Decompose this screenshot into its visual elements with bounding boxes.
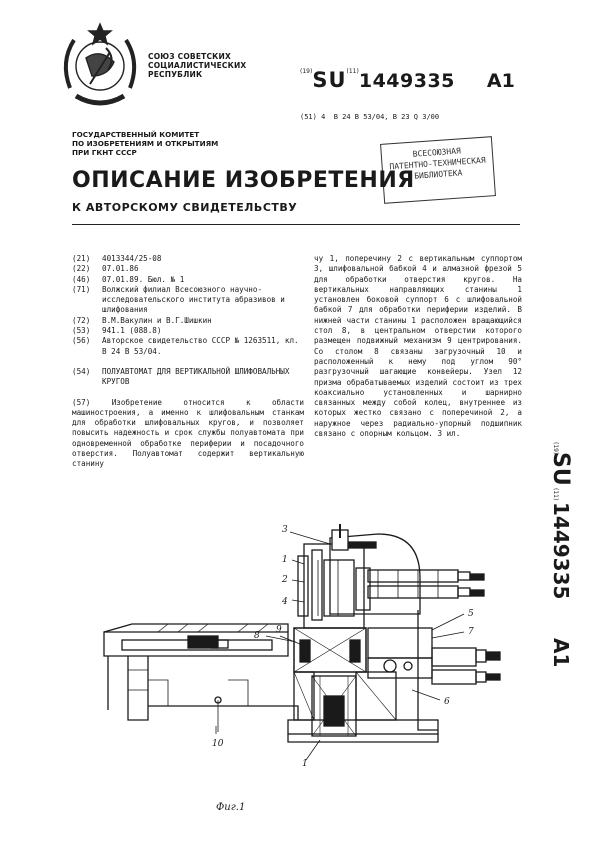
committee-name: ГОСУДАРСТВЕННЫЙ КОМИТЕТ ПО ИЗОБРЕТЕНИЯМ И ОТКРЫТИЯМ ПРИ ГКНТ СССР <box>72 130 219 157</box>
library-stamp: ВСЕСОЮЗНАЯ ПАТЕНТНО-ТЕХНИЧЕСКАЯ БИБЛИОТЕКА <box>380 136 496 204</box>
figure-label: 10 <box>212 739 224 749</box>
kind-code: A1 <box>486 70 515 92</box>
figure-label: 5 <box>468 609 474 619</box>
right-column: чу 1, поперечину 2 с вертикальным суппортом 3, шлифовальной бабкой 4 и алмазной фрезой 5 для обработки отверстия кругов. На вертикальных направляющих станины 1 установлен боковой суппорт 6 с шлифовальной бабкой 7 для обработки периферии изделий. В нижней части станины 1 расположен вращающийся стол 8, в центральном отверстии которого размещен подвижный механизм 9 центрирования. Со столом 8 связаны загрузочный 10 и расположенный к нему под углом 90° разгрузочный шагающие конвейеры. Узел 12 призма обрабатываемых изделий состоит из трех коаксиально установленных и шарнирно связанных между собой колец, внутреннее из которых жестко связано с поперечиной 2, а наружное через радиально-упорный подшипник связано с опорным кольцом. 3 ил. <box>314 254 522 439</box>
inid-11: (11) <box>346 68 359 75</box>
invention-title: (54) ПОЛУАВТОМАТ ДЛЯ ВЕРТИКАЛЬНОЙ ШЛИФОВАЛЬНЫХ КРУГОВ <box>72 366 290 387</box>
country-code: SU <box>312 68 347 92</box>
org-name: СОЮЗ СОВЕТСКИХ СОЦИАЛИСТИЧЕСКИХ РЕСПУБЛИК <box>148 52 247 79</box>
figure-label: 1 <box>282 555 288 565</box>
inid-19: (19) <box>300 68 313 75</box>
figure-label: 9 <box>276 625 282 635</box>
biblio-row: (56) Авторское свидетельство СССР № 1263511, кл. В 24 В 53/04. <box>72 336 299 356</box>
figure-caption: Фиг.1 <box>216 802 246 813</box>
machine-drawing <box>68 520 508 840</box>
side-kind: A1 <box>549 638 573 668</box>
patent-number-block <box>300 68 515 92</box>
document-subtitle: К АВТОРСКОМУ СВИДЕТЕЛЬСТВУ <box>72 201 298 214</box>
left-column <box>72 254 304 470</box>
figure-label: 8 <box>254 631 260 641</box>
figure-label: 2 <box>282 575 288 585</box>
figure-label: 4 <box>282 597 288 607</box>
side-country: SU <box>548 452 573 486</box>
side-patent-number <box>538 440 594 700</box>
abstract: (57) Изобретение относится к области машиностроения, а именно к шлифовальным станкам для обработки шлифовальных кругов, и позволяет повысить надежность и срок службы полуавтомата при одновременной обработке периферии и посадочного отверстия. Полуавтомат содержит вертикальную станину <box>72 397 304 469</box>
patent-number: 1449335 <box>358 70 455 92</box>
ipc-classification: (51) 4 В 24 В 53/04, В 23 Q 3/00 <box>300 113 440 121</box>
figure-label: 6 <box>444 697 450 707</box>
biblio-row: (22) 07.01.86 <box>72 264 139 274</box>
biblio-row: (21) 4013344/25-08 <box>72 254 162 263</box>
biblio-row: (72) В.М.Вакулин и В.Г.Шишкин <box>72 315 212 325</box>
ussr-emblem-icon <box>56 18 144 110</box>
side-inid-11: (11) <box>552 488 559 501</box>
side-inid-19: (19) <box>552 442 559 455</box>
side-number: 1449335 <box>549 502 573 600</box>
title-divider <box>72 224 520 225</box>
figure-label: 7 <box>468 627 474 637</box>
figure-label: 1 <box>302 759 308 769</box>
figure-label: 3 <box>282 525 288 535</box>
document-title: ОПИСАНИЕ ИЗОБРЕТЕНИЯ <box>72 168 415 193</box>
biblio-row: (46) 07.01.89. Бюл. № 1 <box>72 274 185 284</box>
biblio-row: (71) Волжский филиал Всесоюзного научно-исследовательского института абразивов и шлифования <box>72 284 285 315</box>
biblio-row: (53) 941.1 (088.8) <box>72 326 162 336</box>
